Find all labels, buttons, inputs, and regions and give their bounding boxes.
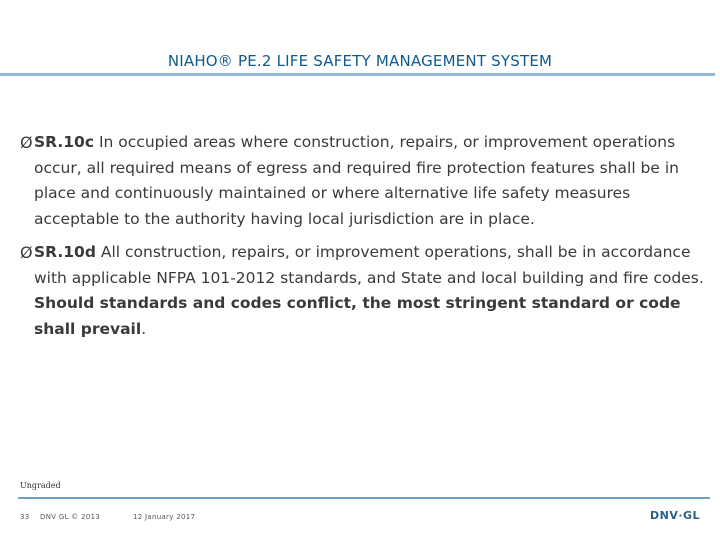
arrow-bullet-icon: Ø bbox=[20, 133, 33, 152]
standard-code: SR.10d bbox=[34, 243, 96, 261]
date: 12 January 2017 bbox=[133, 513, 196, 521]
bullet-list bbox=[20, 130, 710, 342]
arrow-bullet-icon: Ø bbox=[20, 243, 33, 262]
footer-divider bbox=[18, 497, 710, 499]
standard-code: SR.10c bbox=[34, 133, 95, 151]
page-number: 33 bbox=[20, 513, 30, 521]
bullet-sr10c bbox=[20, 130, 710, 232]
bullet-text: In occupied areas where construction, repairs, or improvement operations occur, all required means of egress and required fire protection features shall be in place and continuously maintained or where alternative life safety measures acceptable to the authority having local jurisdiction are in place. bbox=[34, 133, 679, 228]
slide-title: NIAHO® PE.2 LIFE SAFETY MANAGEMENT SYSTEM bbox=[167, 52, 553, 70]
bullet-end: . bbox=[141, 319, 147, 338]
bullet-text: All construction, repairs, or improvement operations, shall be in accordance with applicable NFPA 101-2012 standards, and State and local building and fire codes. bbox=[34, 243, 704, 287]
bullet-emphasis: Should standards and codes conflict, the most stringent standard or code shall prevail bbox=[34, 294, 681, 338]
copyright: DNV GL © 2013 bbox=[40, 513, 101, 521]
bullet-sr10d bbox=[20, 240, 710, 342]
classification-label: Ungraded bbox=[20, 481, 61, 490]
dnv-gl-logo: DNV·GL bbox=[650, 509, 701, 522]
title-divider bbox=[0, 73, 715, 76]
